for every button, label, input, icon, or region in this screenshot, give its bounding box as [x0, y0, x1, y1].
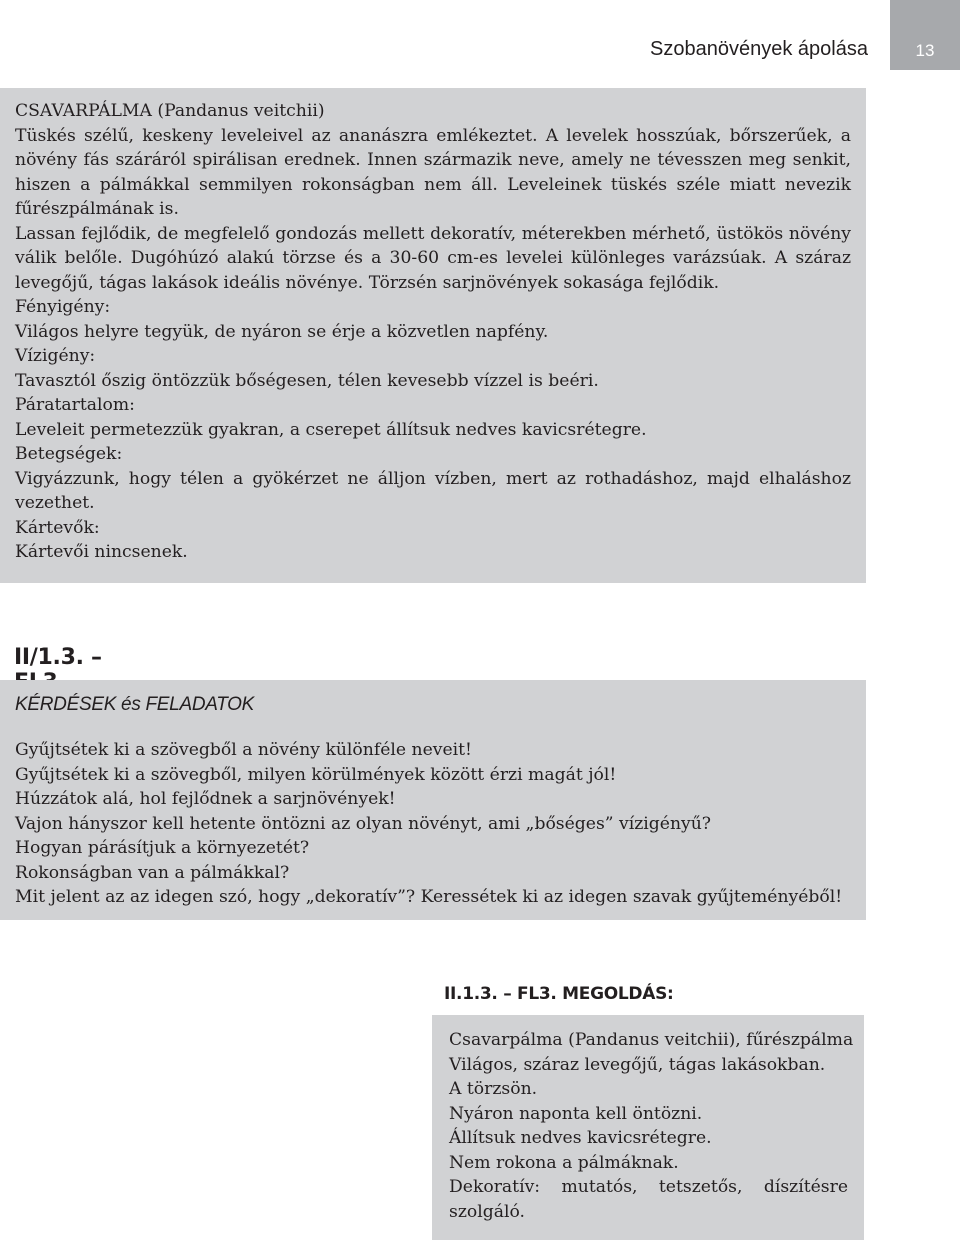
page-header-title: Szobanövények ápolása: [650, 38, 868, 60]
plant-description-paragraph: Tüskés szélű, keskeny leveleivel az ananászra emlékeztet. A levelek hosszúak, bőrszerűek, a növény fás száráról spirálisan erednek. Innen származik neve, amely ne tévesszen meg senkit, hiszen a pálmákkal semmilyen rokonságban nem áll. Leveleinek tüskés széle miatt nevezik fűrészpálmának is.: [15, 125, 851, 219]
answer-item: Csavarpálma (Pandanus veitchii), fűrészpálma: [449, 1030, 854, 1050]
answer-item: Állítsuk nedves kavicsrétegre.: [449, 1128, 712, 1148]
water-text: Tavasztól őszig öntözzük bőségesen, télen kevesebb vízzel is beéri.: [15, 370, 599, 391]
question-item: Gyűjtsétek ki a szövegből a növény különféle neveit!: [15, 740, 472, 760]
question-item: Rokonságban van a pálmákkal?: [15, 862, 290, 883]
plant-growth-paragraph: Lassan fejlődik, de megfelelő gondozás mellett dekoratív, méterekben mérhető, üstökös növény válik belőle. Dugóhúzó alakú törzse és a 30-60 cm-es levelei különleges varázsúak. A száraz levegőjű, tágas lakások ideális növénye. Törzsén sarjnövények sokasága fejlődik.: [15, 223, 851, 293]
question-item: Mit jelent az az idegen szó, hogy „dekoratív”? Keressétek ki az idegen szavak gyűjteményéből!: [15, 887, 843, 907]
question-item: Vajon hányszor kell hetente öntözni az olyan növényt, ami „bőséges” vízigényű?: [15, 813, 712, 834]
answer-item: Nem rokona a pálmáknak.: [449, 1152, 679, 1173]
answer-item: Világos, száraz levegőjű, tágas lakásokban.: [449, 1054, 826, 1075]
questions-heading: KÉRDÉSEK és FELADATOK: [15, 694, 255, 715]
humidity-label: Páratartalom:: [15, 395, 135, 415]
pests-label: Kártevők:: [15, 517, 100, 538]
light-text: Világos helyre tegyük, de nyáron se érje a közvetlen napfény.: [15, 321, 549, 342]
page-number: 13: [915, 41, 935, 60]
question-item: Gyűjtsétek ki a szövegből, milyen körülmények között érzi magát jól!: [15, 764, 617, 785]
page-number-badge: [890, 0, 960, 70]
question-item: Hogyan párásítjuk a környezetét?: [15, 838, 310, 858]
disease-text: Vigyázzunk, hogy télen a gyökérzet ne álljon vízben, mert az rothadáshoz, majd elhaláshoz vezethet.: [15, 468, 851, 513]
solution-code-heading: II.1.3. – FL3. MEGOLDÁS:: [432, 968, 677, 1016]
solution-box: [432, 1015, 864, 1240]
pests-text: Kártevői nincsenek.: [15, 542, 188, 562]
humidity-text: Leveleit permetezzük gyakran, a cserepet állítsuk nedves kavicsrétegre.: [15, 419, 647, 440]
plant-description-box: [0, 88, 866, 583]
questions-box: [0, 680, 866, 920]
light-label: Fényigény:: [15, 297, 111, 317]
task-code-heading: II/1.3. –: [0, 629, 157, 681]
answer-item: Dekoratív: mutatós, tetszetős, díszítésre szolgáló.: [449, 1177, 848, 1222]
question-item: Húzzátok alá, hol fejlődnek a sarjnövények!: [15, 789, 396, 809]
answer-item: Nyáron naponta kell öntözni.: [449, 1103, 703, 1124]
water-label: Vízigény:: [15, 346, 96, 366]
plant-title: CSAVARPÁLMA (Pandanus veitchii): [15, 101, 325, 121]
disease-label: Betegségek:: [15, 444, 123, 464]
answer-item: A törzsön.: [449, 1079, 538, 1099]
